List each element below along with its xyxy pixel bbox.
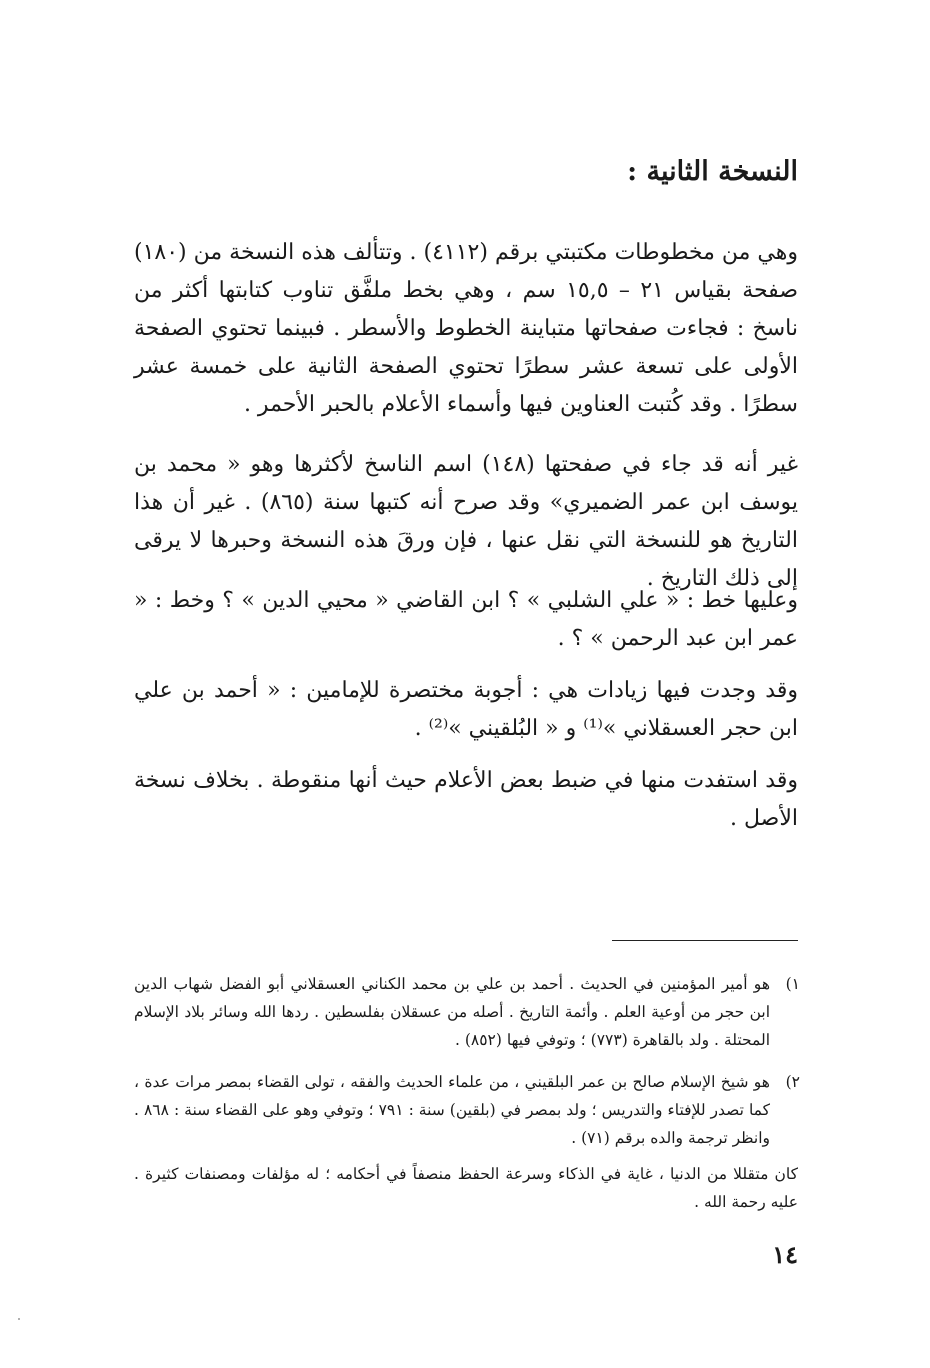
page-number: ١٤	[772, 1240, 798, 1269]
scan-speck	[18, 1318, 20, 1320]
footnote-number: ٢)	[785, 1073, 800, 1091]
paragraph-manuscript-description: وهي من مخطوطات مكتبتي برقم (٤١١٢) . وتتألف هذه النسخة من (١٨٠) صفحة بقياس ٢١ – ١٥,٥ سم ، وهي بخط ملفَّق تناوب كتابتها أكثر من ناسخ : فجاءت صفحاتها متباينة الخطوط والأسطر . فبينما تحتوي الصفحة الأولى على تسعة عشر سطرًا تحتوي الصفحة الثانية على خمسة عشر سطرًا . وقد كُتبت العناوين فيها وأسماء الأعلام بالحبر الأحمر .	[134, 240, 798, 417]
paragraph-usage: وقد استفدت منها في ضبط بعض الأعلام حيث أنها منقوطة . بخلاف نسخة الأصل .	[134, 768, 798, 831]
paragraph-copyist: غير أنه قد جاء في صفحتها (١٤٨) اسم الناسخ لأكثرها وهو « محمد بن يوسف ابن عمر الضميري» وقد صرح أنه كتبها سنة (٨٦٥) . غير أن هذا التاريخ هو للنسخة التي نقل عنها ، فإن ورقَ هذه النسخة وحبرها لا يرقى إلى ذلك التاريخ .	[134, 452, 798, 591]
footnote-2	[134, 1068, 798, 1152]
section-heading: النسخة الثانية :	[627, 156, 798, 187]
footnote-text: هو شيخ الإسلام صالح بن عمر البلقيني ، من علماء الحديث والفقه ، تولى القضاء بمصر مرات عدة ، كما تصدر للإفتاء والتدريس ؛ ولد بمصر في (بلقين) سنة : ٧٩١ ؛ وتوفي وهو على القضاء سنة : ٨٦٨ . وانظر ترجمة والده برقم (٧١) .	[134, 1073, 771, 1147]
footnote-1	[134, 970, 798, 1054]
footnote-text: هو أمير المؤمنين في الحديث . أحمد بن علي بن محمد الكناني العسقلاني أبو الفضل شهاب الدين ابن حجر من أوعية العلم . وأئمة التاريخ . أصله من عسقلان بفلسطين . ردها الله وسائر بلاد الإسلام المحتلة . ولد بالقاهرة (٧٧٣) ؛ وتوفي فيها (٨٥٢) .	[134, 975, 770, 1049]
paragraph-additions: وقد وجدت فيها زيادات هي : أجوبة مختصرة للإمامين : « أحمد بن علي ابن حجر العسقلاني »⁽¹⁾ و « البُلقيني »⁽²⁾ .	[134, 678, 798, 741]
footnote-divider	[612, 940, 798, 941]
footnote-addendum	[134, 1160, 798, 1216]
footnote-number: ١)	[785, 975, 800, 993]
paragraph-inscriptions: وعليها خط : « علي الشلبي » ؟ ابن القاضي « محيي الدين » ؟ وخط : « عمر ابن عبد الرحمن » ؟ .	[134, 588, 798, 651]
footnote-text: كان متقللا من الدنيا ، غاية في الذكاء وسرعة الحفظ منصفاً في أحكامه ؛ له مؤلفات ومصنفات كثيرة . عليه رحمة الله .	[134, 1165, 798, 1211]
